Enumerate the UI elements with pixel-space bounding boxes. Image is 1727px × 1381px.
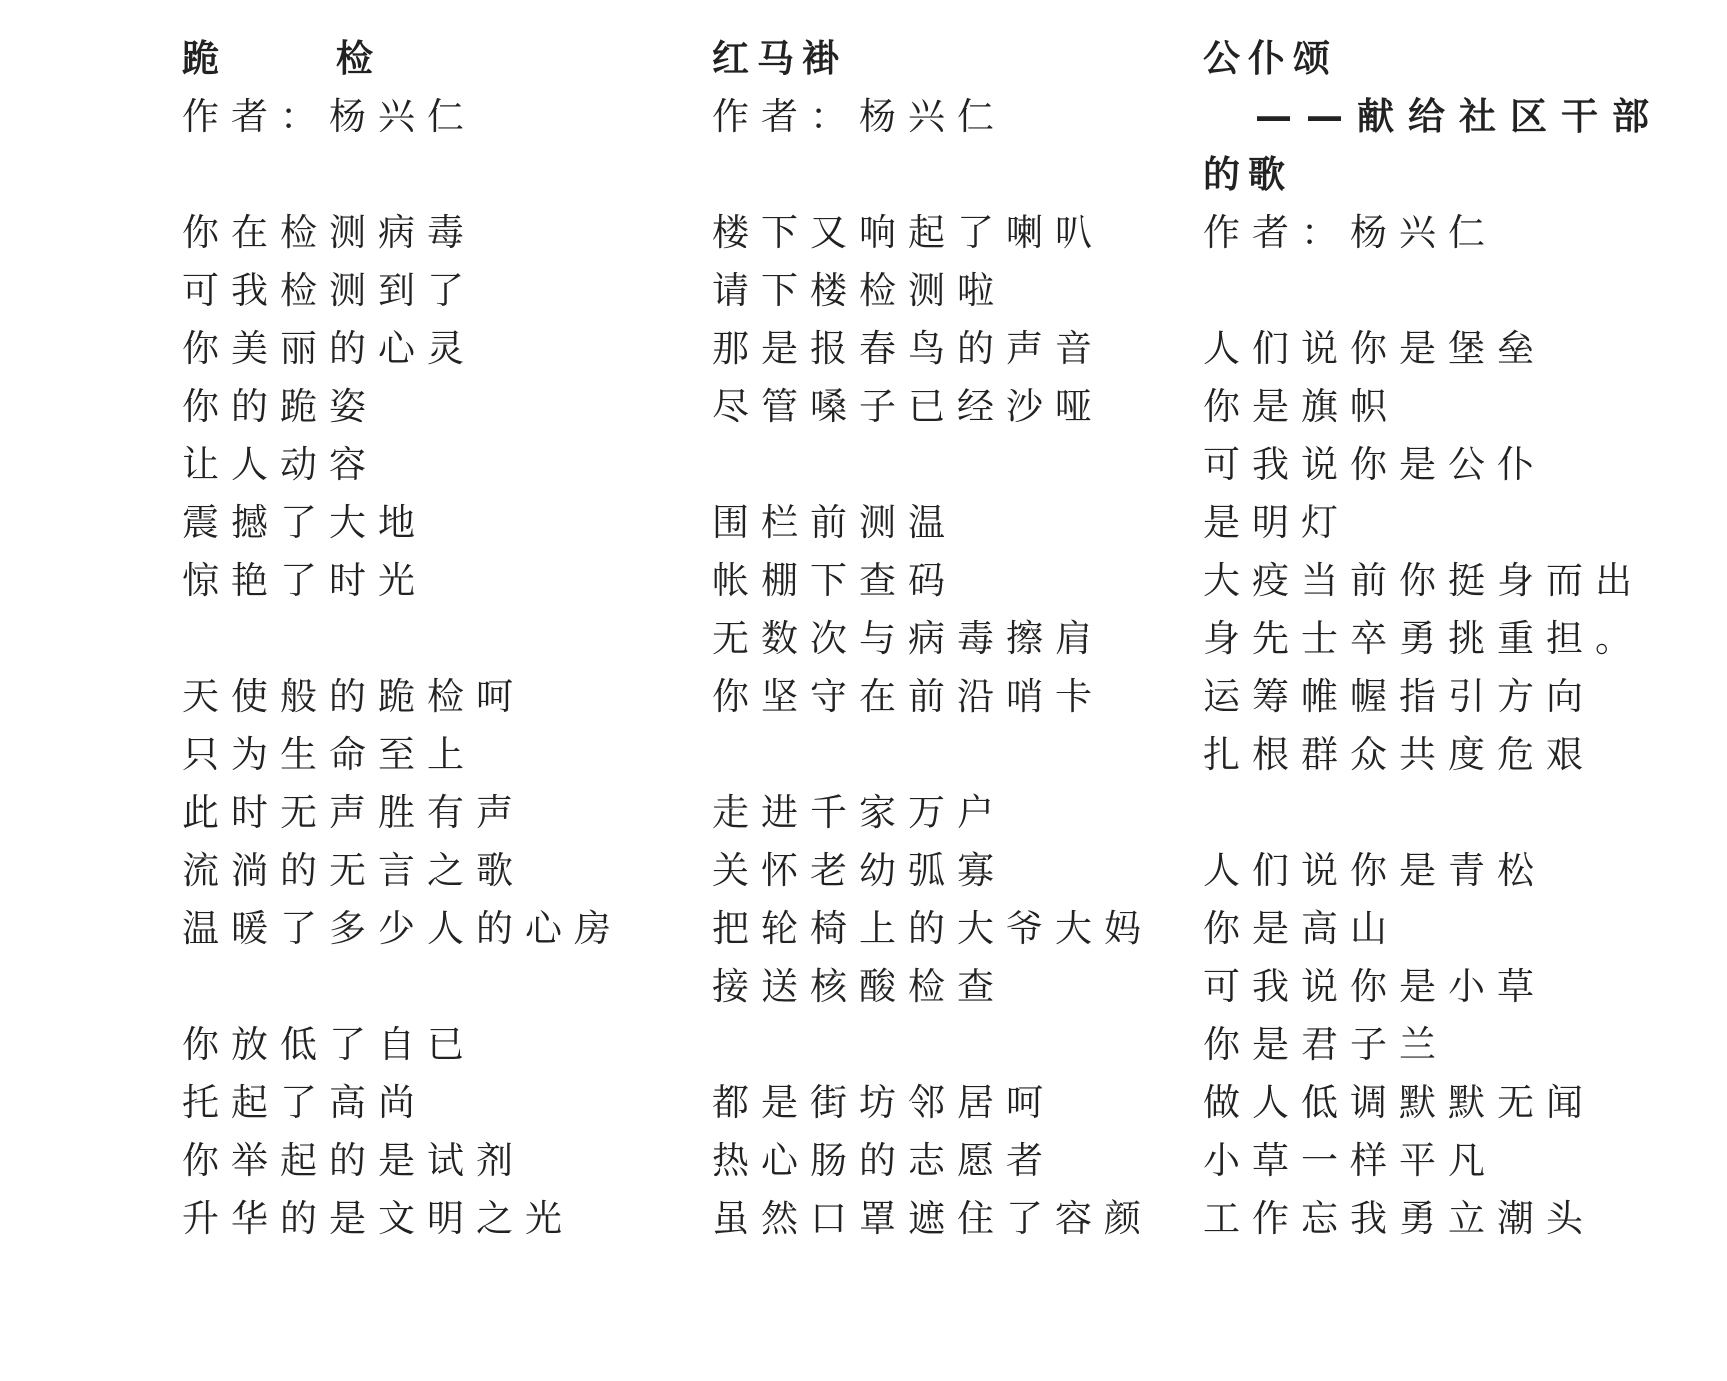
poem-line: 身先士卒勇挑重担。 [1203, 617, 1644, 660]
poem-line: 人们说你是青松 [1203, 849, 1546, 892]
poem-line: 关怀老幼弧寡 [712, 849, 1006, 892]
poem-line: 把轮椅上的大爷大妈 [712, 907, 1153, 950]
poem-line: 帐棚下查码 [712, 559, 957, 602]
poem-line: 做人低调默默无闻 [1203, 1081, 1595, 1124]
poem-line: 托起了高尚 [182, 1081, 427, 1124]
poem-line: 是明灯 [1203, 501, 1350, 544]
poem-line: 尽管嗓子已经沙哑 [712, 385, 1104, 428]
poem-line: 流淌的无言之歌 [182, 849, 525, 892]
poem-line: 可我说你是小草 [1203, 965, 1546, 1008]
poem-line: 小草一样平凡 [1203, 1139, 1497, 1182]
poem-line: 你放低了自已 [182, 1023, 476, 1066]
poem-line: 你举起的是试剂 [182, 1139, 525, 1182]
poem-title: 跪 检 [182, 37, 425, 80]
poem-line: 惊艳了时光 [182, 559, 427, 602]
poem-line: 人们说你是堡垒 [1203, 327, 1546, 370]
poem-line: 此时无声胜有声 [182, 791, 525, 834]
poem-line: 围栏前测温 [712, 501, 957, 544]
poem-title: 红马褂 [712, 37, 847, 80]
poem-line: 热心肠的志愿者 [712, 1139, 1055, 1182]
poem-line: 大疫当前你挺身而出 [1203, 559, 1644, 602]
poem-line: 天使般的跪检呵 [182, 675, 525, 718]
poem-dedication-continued: 的歌 [1203, 153, 1293, 196]
poem-line: 你是高山 [1203, 907, 1399, 950]
poem-line: 你的跪姿 [182, 385, 378, 428]
poem-line: 那是报春鸟的声音 [712, 327, 1104, 370]
poem-line: 接送核酸检查 [712, 965, 1006, 1008]
poem-line: 你是君子兰 [1203, 1023, 1448, 1066]
poem-line: 走进千家万户 [712, 791, 1006, 834]
poem-author: 作者：杨兴仁 [182, 95, 476, 138]
poem-line: 你美丽的心灵 [182, 327, 476, 370]
poem-line: 运筹帷幄指引方向 [1203, 675, 1595, 718]
poem-line: 你坚守在前沿哨卡 [712, 675, 1104, 718]
poem-line: 都是街坊邻居呵 [712, 1081, 1055, 1124]
poem-line: 只为生命至上 [182, 733, 476, 776]
poem-author: 作者：杨兴仁 [712, 95, 1006, 138]
poem-line: 扎根群众共度危艰 [1203, 733, 1595, 776]
poem-line: 你在检测病毒 [182, 211, 476, 254]
poem-line: 虽然口罩遮住了容颜 [712, 1197, 1153, 1240]
poem-line: 震撼了大地 [182, 501, 427, 544]
poem-title: 公仆颂 [1203, 37, 1338, 80]
poem-line: 楼下又响起了喇叭 [712, 211, 1104, 254]
poem-author: 作者：杨兴仁 [1203, 211, 1497, 254]
poem-line: 让人动容 [182, 443, 378, 486]
poem-line: 无数次与病毒擦肩 [712, 617, 1104, 660]
poem-line: 温暖了多少人的心房 [182, 907, 623, 950]
poem-dedication: ——献给社区干部 [1255, 95, 1663, 138]
poem-line: 你是旗帜 [1203, 385, 1399, 428]
poem-line: 升华的是文明之光 [182, 1197, 574, 1240]
poem-line: 工作忘我勇立潮头 [1203, 1197, 1595, 1240]
poem-line: 可我说你是公仆 [1203, 443, 1546, 486]
poem-line: 可我检测到了 [182, 269, 476, 312]
poem-line: 请下楼检测啦 [712, 269, 1006, 312]
